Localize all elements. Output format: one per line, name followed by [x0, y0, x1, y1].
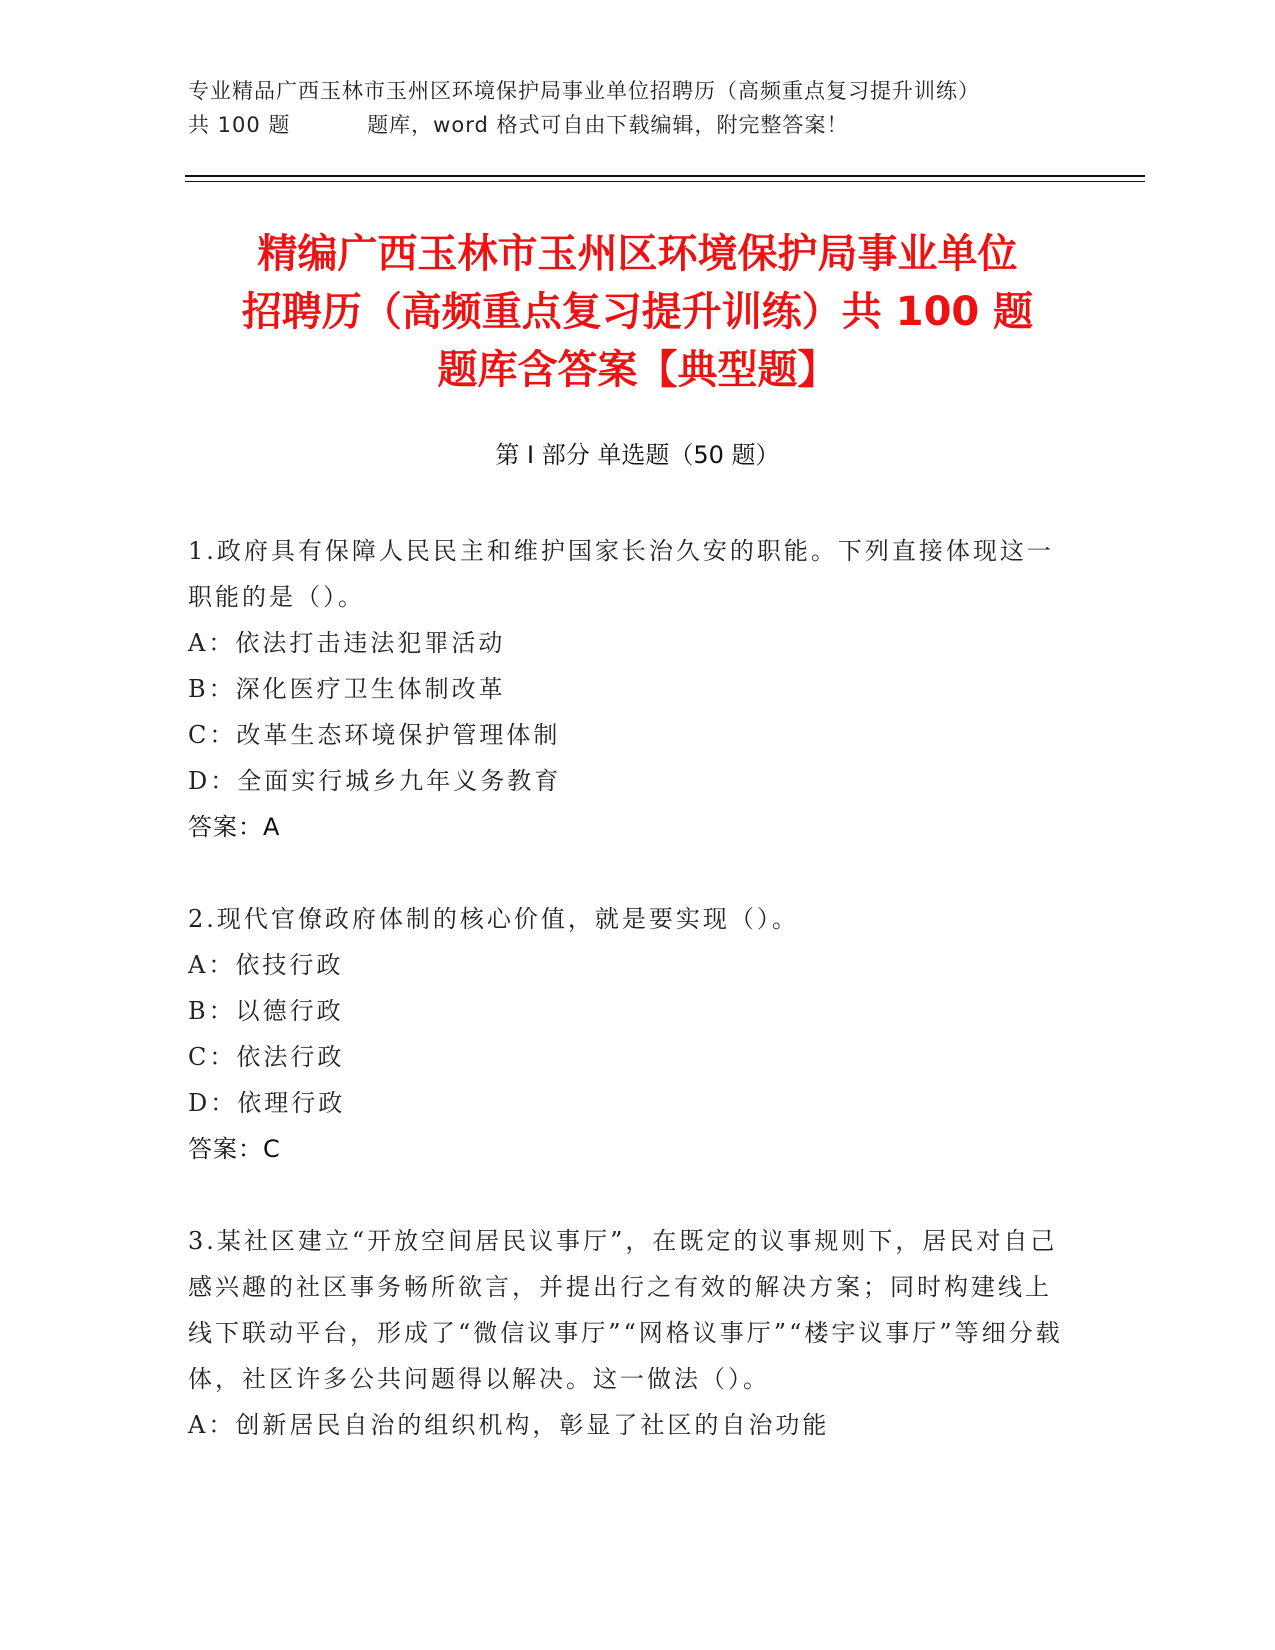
option-c: C：改革生态环境保护管理体制 [188, 721, 561, 749]
answer: 答案：C [188, 1135, 281, 1163]
answer: 答案：A [188, 813, 281, 841]
header-line-2: 共 100 题 题库，word 格式可自由下载编辑，附完整答案！ [188, 113, 849, 137]
title-line-3: 题库含答案【典型题】 [437, 347, 838, 393]
page-header [188, 74, 1088, 142]
question-3 [188, 1218, 1068, 1448]
option-d: D：全面实行城乡九年义务教育 [188, 767, 562, 795]
question-1 [188, 528, 1068, 850]
option-a: A：依法打击违法犯罪活动 [188, 629, 506, 657]
question-2 [188, 896, 1068, 1172]
option-c: C：依法行政 [188, 1043, 345, 1071]
title-line-1: 精编广西玉林市玉州区环境保护局事业单位 [257, 231, 1018, 277]
section-title: 第 I 部分 单选题（50 题） [495, 441, 780, 469]
question-text: 2.现代官僚政府体制的核心价值，就是要实现（）。 [188, 905, 799, 933]
option-b: B：深化医疗卫生体制改革 [188, 675, 506, 703]
question-list [188, 528, 1068, 1494]
header-divider-thin [185, 181, 1145, 182]
option-d: D：依理行政 [188, 1089, 346, 1117]
header-divider-thick [185, 175, 1145, 177]
option-a: A：创新居民自治的组织机构，彰显了社区的自治功能 [188, 1411, 830, 1439]
document-title [150, 225, 1125, 399]
option-a: A：依技行政 [188, 951, 344, 979]
question-text: 3.某社区建立“开放空间居民议事厅”，在既定的议事规则下，居民对自己感兴趣的社区事务畅所欲言，并提出行之有效的解决方案；同时构建线上线下联动平台，形成了“微信议事厅”“网格议事厅”“楼宇议事厅”等细分载体，社区许多公共问题得以解决。这一做法（）。 [188, 1227, 1063, 1393]
header-line-1: 专业精品广西玉林市玉州区环境保护局事业单位招聘历（高频重点复习提升训练） [188, 79, 980, 103]
title-line-2: 招聘历（高频重点复习提升训练）共 100 题 [241, 289, 1034, 335]
option-b: B：以德行政 [188, 997, 344, 1025]
question-text: 1.政府具有保障人民民主和维护国家长治久安的职能。下列直接体现这一职能的是（）。 [188, 537, 1054, 611]
